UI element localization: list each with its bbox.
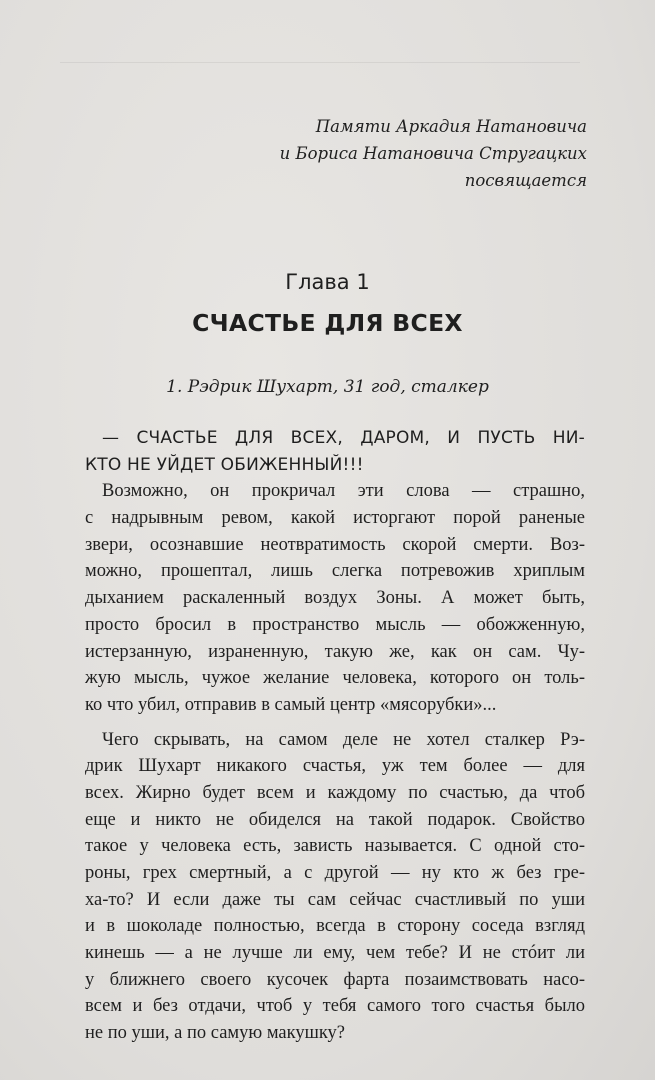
text-line: с надрывным ревом, какой исторгают порой раненые xyxy=(85,508,585,529)
text-line: просто бросил в пространство мысль — обожженную, xyxy=(85,614,585,635)
text-line: такое у человека есть, зависть называется. С одной сто- xyxy=(85,836,585,857)
dedication-line: Памяти Аркадия Натановича xyxy=(315,117,587,136)
text-line: Чего скрывать, на самом деле не хотел сталкер Рэ- xyxy=(102,729,585,750)
dedication-line: посвящается xyxy=(464,171,587,190)
text-line: и в шоколаде полностью, всегда в сторону соседа взгляд xyxy=(85,916,585,937)
text-line: ха-то? И если даже ты сам сейчас счастливый по уши xyxy=(85,889,585,910)
text-line: не по уши, а по самую макушку? xyxy=(85,1023,346,1044)
text-line: всех. Жирно будет всем и каждому по счастью, да чтоб xyxy=(85,782,585,803)
body-text xyxy=(85,425,585,1047)
page-edge-shadow xyxy=(60,62,580,73)
text-line: дыханием раскаленный воздух Зоны. А может быть, xyxy=(85,588,585,609)
text-line: истерзанную, израненную, такую же, как он сам. Чу- xyxy=(85,641,585,662)
text-line: КТО НЕ УЙДЕТ ОБИЖЕННЫЙ!!! xyxy=(85,454,364,475)
dedication xyxy=(167,113,587,194)
text-line: всем и без отдачи, чтоб у тебя самого того счастья было xyxy=(85,996,585,1017)
text-line: дрик Шухарт никакого счастья, уж тем более — для xyxy=(85,756,585,777)
text-line: роны, грех смертный, а с другой — ну кто ж без гре- xyxy=(85,863,585,883)
chapter-title: СЧАСТЬЕ ДЛЯ ВСЕХ xyxy=(192,309,463,337)
text-line: еще и никто не обиделся на такой подарок. Свойство xyxy=(85,809,585,830)
dedication-line: и Бориса Натановича Стругацких xyxy=(279,144,587,163)
text-line: у ближнего своего кусочек фарта позаимствовать насо- xyxy=(85,969,585,990)
text-line: звери, осознавшие неотвратимость скорой смерти. Воз- xyxy=(85,534,585,555)
text-line: кинешь — а не лучше ли ему, чем тебе? И не стóит ли xyxy=(85,943,585,964)
text-line: ко что убил, отправив в самый центр «мясорубки»... xyxy=(85,694,497,715)
text-line: жую мысль, чужое желание человека, которого он толь- xyxy=(85,668,585,689)
text-line: можно, прошептал, лишь слегка потревожив хриплым xyxy=(85,561,585,582)
text-line: — СЧАСТЬЕ ДЛЯ ВСЕХ, ДАРОМ, И ПУСТЬ НИ- xyxy=(102,428,585,448)
chapter-number: Глава 1 xyxy=(285,270,370,294)
section-subtitle: 1. Рэдрик Шухарт, 31 год, сталкер xyxy=(166,377,489,397)
text-line: Возможно, он прокричал эти слова — страшно, xyxy=(102,481,585,502)
